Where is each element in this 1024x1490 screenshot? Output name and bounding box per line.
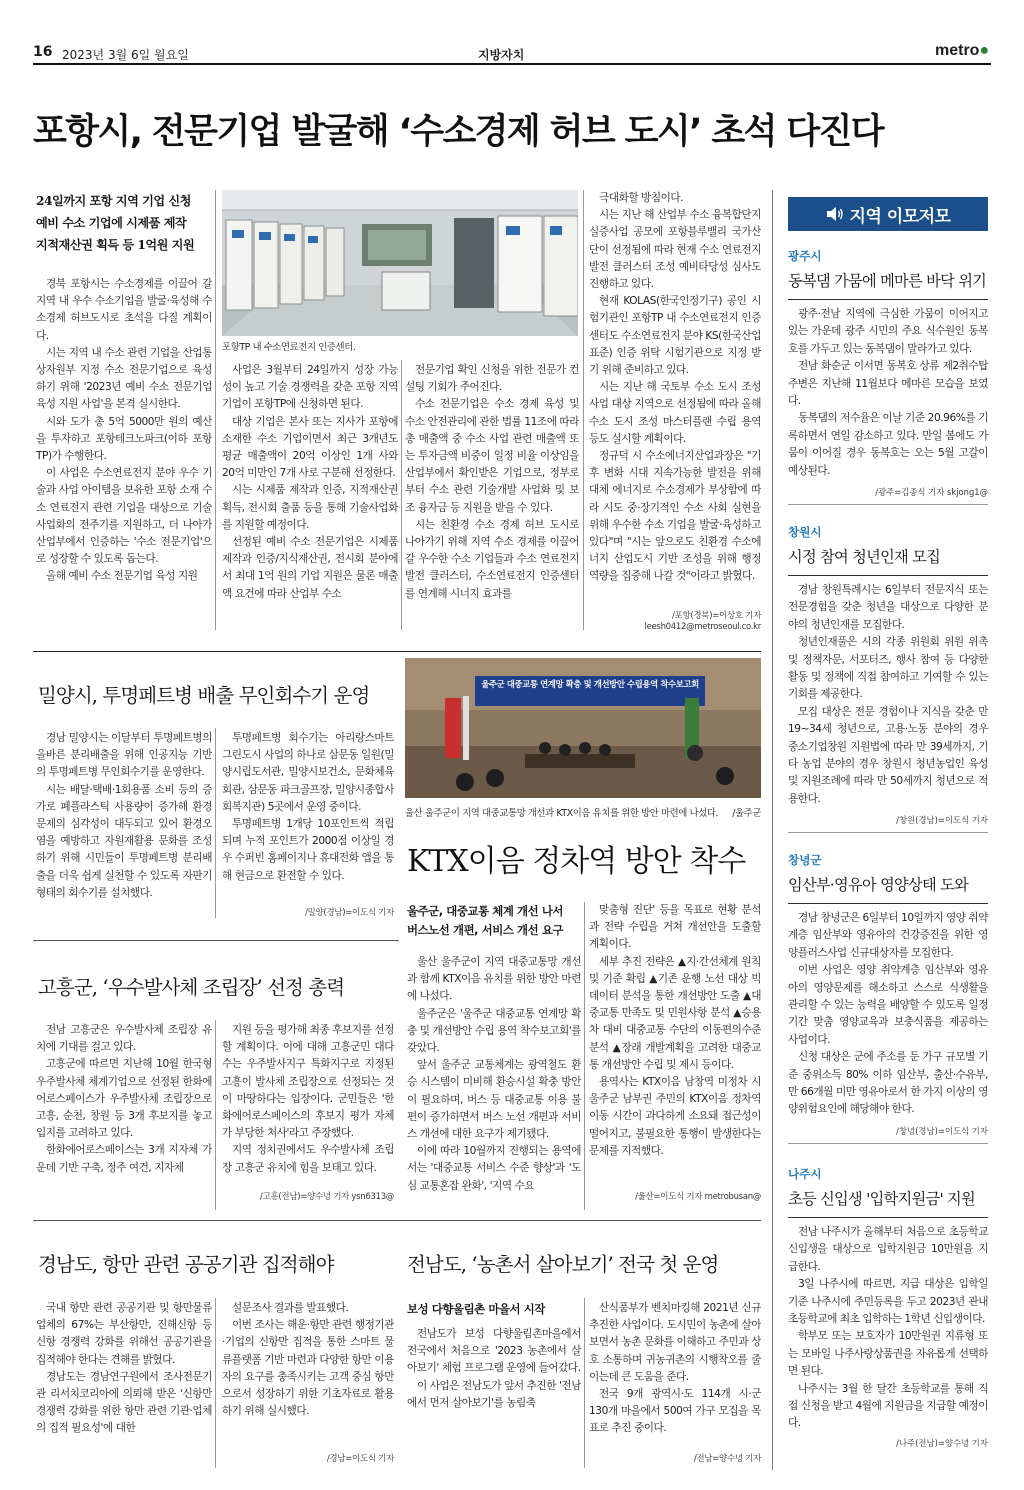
paragraph: 이 사업은 수소연료전지 분야 우수 기술과 사업 아이템을 보유한 포항 소재 수소 연료전지 관련 기업을 대상으로 기술사업화의 전주기를 지원하고, 더 나아가 산업부에서 인증하는 '수소 전문기업'으로 성장할 수 있도록 돕는다. [36,467,212,566]
paragraph: 전남 화순군 이서면 동복호 상류 제2취수탑 주변은 지난해 11월보다 메마른 모습을 보였다. [788,360,988,408]
paragraph: 전국 9개 광역시·도 114개 시·군 130개 마을에서 500여 가구 모집을 목표로 추진 중이다. [589,1388,761,1435]
article-body [788,306,988,480]
paragraph: 시는 친환경 수소 경제 허브 도시로 나아가기 위해 지역 수소 경제를 이끌어갈 우수한 수소 기업들과 수소 연료전지 발전 클러스터, 수소연료전지 인증센터를 연계해 시너지 효과를 [405,518,579,600]
paragraph: 울산 울주군이 지역 대중교통망 개선과 함께 KTX이음 유치를 위한 방안 마련에 나섰다. [407,956,581,1003]
ktx-subhead-1: 울주군, 대중교통 체계 개선 나서 [407,904,564,918]
paragraph: 극대화할 방침이다. [599,192,684,204]
article-byline: /광주=김종식 기자 skjong1@ [788,486,988,505]
ktx-subheads [407,902,583,940]
section-name: 지방자치 [478,48,525,62]
header-rule [33,63,991,65]
main-body-col4 [589,190,761,606]
paragraph: 전남도가 보성 다향울림촌마을에서 전국에서 처음으로 '2023 농촌에서 살아보기' 체험 프로그램 운영에 들어갔다. [407,1328,581,1375]
paragraph: 이 사업은 전남도가 앞서 추진한 '전남에서 먼저 살아보기'를 농림축 [407,1379,581,1409]
paragraph: 대상 기업은 본사 또는 지사가 포항에 소재한 수소 기업이면서 최근 3개년도 평균 매출액이 20억 이상인 1개 사와 20억 미만인 7개 사로 구분해 선정한다. [222,415,398,480]
paragraph: 신청 대상은 군에 주소를 둔 가구 규모별 기준 중위소득 80% 이하 임산부, 출산·수유부, 만 66개월 미만 영유아로서 한 가지 이상의 영양위험요인에 해당해야 한다. [788,1051,988,1116]
paragraph: 설문조사 결과를 발표했다. [232,1302,349,1314]
paragraph: 고흥군에 따르면 지난해 10월 한국형 우주발사체 체계기업으로 선정된 한화에어로스페이스가 우주발사체 조립장으로 고흥, 순천, 창원 등 3개 후보지를 놓고 입지를 고려하고 있다. [36,1058,212,1140]
paragraph: 정규덕 시 수소에너지산업과장은 "기후 변화 시대 지속가능한 발전을 위해 대체 에너지로 수소경제가 부상함에 따라 시도 중·장기적인 수소 사회 실현을 위해 우수한 수소 기업을 발굴·육성하고 있다"며 "시는 앞으로도 친환경 수소에너지 산업도시 기반 조성을 위해 행정 역량을 집중해 나갈 것"이라고 밝혔다. [589,450,761,583]
paragraph: 학부모 또는 보호자가 10만원권 지류형 또는 모바일 나주사랑상품권을 자유롭게 선택하면 된다. [788,1330,988,1378]
jeonnam-headline: 전남도, ‘농촌서 살아보기’ 전국 첫 운영 [407,1253,719,1276]
paragraph: 지역 정치권에서도 우수발사체 조립장 고흥군 유치에 힘을 보태고 있다. [222,1144,394,1174]
ktx-col1 [407,954,581,1208]
issue-date: 2023년 3월 6일 월요일 [62,48,189,62]
paragraph: 동복댐의 저수율은 이날 기준 20.96%를 기록하면서 연일 감소하고 있다. 만일 봄에도 가뭄이 이어질 경우 동복호는 오는 5월 고갈이 예상된다. [788,412,988,477]
paragraph: 맞춤형 진단' 등을 목표로 현황 분석과 전략 수립을 거쳐 개선안을 도출할 계획이다. [589,904,761,951]
paragraph: 선정된 예비 수소 전문기업은 시제품 제작과 인증/지식재산권, 전시회 분야에서 최대 1억 원의 기업 지원은 물론 매출액 요건에 따라 산업부 수소 [222,536,398,600]
ktx-photo-banner: 울주군 대중교통 연계망 확충 및 개선방안 수립용역 착수보고회 [481,679,699,689]
column-rule [584,1298,585,1468]
column-rule [584,902,585,1210]
paragraph: 나주시는 3월 한 달간 초등학교를 통해 직접 신청을 받고 4월에 지원금을 지급할 예정이다. [788,1382,988,1430]
column-rule [583,190,584,630]
paragraph: 한화에어로스페이스는 3개 지자체 가운데 기반 구축, 정주 여건, 지자체 [36,1144,212,1174]
sidebar-divider [772,190,773,1470]
region-label: 나주시 [788,1167,822,1181]
title-rule [788,903,988,904]
article-byline: /창녕(경남)=이도식 기자 [788,1125,988,1144]
article-title: 시정 참여 청년인재 모집 [788,548,941,566]
article-body [788,1224,988,1433]
paragraph: 경남 밀양시는 이달부터 투명페트병의 올바른 분리배출을 위해 인공지능 기반의 투명페트병 무인회수기를 운영한다. [36,732,212,779]
sidebar-article-changnyeong [788,852,988,1144]
sidebar-article-changwon [788,524,988,833]
gyeongnam-byline: /경남=이도식 기자 [326,1454,394,1464]
main-byline: /포항(경북)=이상호 기자 [671,611,761,621]
title-rule [788,575,988,576]
paragraph: 사업은 3월부터 24일까지 성장 가능성이 높고 기술 경쟁력을 갖춘 포항 지역 기업이 포항TP에 신청하면 된다. [222,364,398,411]
paragraph: 용역사는 KTX이음 남창역 미정차 시 울주군 남부권 주민의 KTX이음 정차역 이동 시간이 과다하게 소요돼 접근성이 떨어지고, 불필요한 통행이 발생한다는 문제를 지적했다. [589,1076,761,1157]
section-rule [33,1220,761,1221]
goheung-byline: /고흥(전남)=양수녕 기자 ysn6313@ [260,1192,394,1202]
section-rule [33,651,761,652]
main-body-col2 [222,362,398,628]
paragraph: 울주군은 '울주군 대중교통 연계망 확충 및 개선방안 수립 용역 착수보고회'를 갖았다. [407,1007,581,1055]
region-label: 광주시 [788,249,822,263]
sidebar-title: 지역 이모저모 [849,206,951,227]
metro-logo [935,42,989,60]
article-title: 임산부·영유아 영양상태 도와 [788,876,969,894]
sidebar-title-bar [788,197,988,231]
article-byline: /창원(경남)=이도식 기자 [788,814,988,833]
paragraph: 수소 전문기업은 수소 경제 육성 및 수소 안전관리에 관한 법률 11조에 따라 총 매출액 중 수소 사업 관련 매출액 또는 투자금액 비중이 일정 비율 이상임을 산업부에서 확인받은 기업으로, 정부로부터 수소 관련 기술개발 사업화 및 보조 융자금 등 지원을 받을 수 있다. [405,398,579,514]
column-rule [215,190,216,630]
article-title: 초등 신입생 '입학지원금' 지원 [788,1190,975,1208]
page-number: 16 [33,44,53,60]
ktx-col2 [589,902,761,1184]
paragraph: 경남 창녕군은 6일부터 10일까지 영양 취약계층 임산부와 영유아의 건강증진을 위한 영양플러스사업 신규대상자를 모집한다. [788,912,988,959]
ktx-subhead-2: 버스노선 개편, 서비스 개선 요구 [407,923,564,937]
paragraph: 시와 도가 총 5억 5000만 원의 예산을 투자하고 포항테크노파크(이하 포항TP)가 수행한다. [36,415,212,463]
gyeongnam-col1 [36,1300,212,1470]
main-subheads [36,190,214,256]
column-rule [215,1298,216,1468]
paragraph: 경남도는 경남연구원에서 조사전문기관 리서치코리아에 의뢰해 받은 '신항만 경쟁력 강화를 위한 항만 관련 기관·업체의 집적 필요성'에 대한 [36,1370,212,1435]
article-title: 동복댐 가뭄에 메마른 바닥 위기 [788,272,987,290]
paragraph: 올해 예비 수소 전문기업 육성 지원 [46,570,198,583]
goheung-col1 [36,1022,212,1208]
paragraph: 전남 고흥군은 우수발사체 조립장 유치에 기대를 걸고 있다. [36,1024,212,1054]
gyeongnam-col2 [222,1300,394,1438]
paragraph: 이번 조사는 해운·항만 관련 행정기관·기업의 신항만 집적을 통한 스마트 물류플랫폼 기반 마련과 다양한 항만 이용자의 요구를 충족시키는 고객 중심 항만으로서 성장하기 위한 기초자료로 활용하기 위해 실시했다. [222,1319,394,1418]
paragraph: 전문기업 확인 신청을 위한 전문가 컨설팅 기회가 주어진다. [405,364,579,394]
miryang-byline: /밀양(경남)=이도식 기자 [304,908,394,918]
column-rule [215,728,216,918]
jeonnam-col1 [407,1326,581,1470]
sidebar-article-gwangju [788,248,988,505]
column-rule [401,360,402,630]
paragraph: 국내 항만 관련 공공기관 및 항만물류업체의 67%는 부산항만, 진해신항 등 신항 경쟁력 강화를 위해선 공공기관을 집적해야 한다는 견해를 밝혔다. [36,1302,212,1366]
jeonnam-subhead: 보성 다향울림촌 마을서 시작 [407,1302,545,1316]
gyeongnam-headline: 경남도, 항만 관련 공공기관 집적해야 [38,1253,334,1276]
paragraph: 모집 대상은 전문 경험이나 지식을 갖춘 만 19~34세 청년으로, 고용·노동 분야의 경우 중소기업창원 지원법에 따라 만 39세까지, 기타 농업 분야의 경우 창원시 청년농업인 육성 및 지원조례에 따라 만 50세까지 청년으로 적용한다. [788,705,988,805]
region-label: 창녕군 [788,853,822,867]
paragraph: 이에 따라 10월까지 진행되는 용역에서는 '대중교통 서비스 수준 향상'과 '도심 교통혼잡 완화', '지역 수요 [407,1145,581,1192]
main-headline: 포항시, 전문기업 발굴해 ‘수소경제 허브 도시’ 초석 다진다 [33,112,884,152]
fuel-cell-lab-illustration [222,190,578,336]
goheung-col2 [222,1022,394,1184]
paragraph: 이번 사업은 영양 취약계층 임산부와 영유아의 영양문제를 해소하고 스스로 식생활을 관리할 수 있는 능력을 배양할 수 있도록 일정기간 맞춤 영양교육과 보충식품을 제공하는 사업이다. [788,964,988,1046]
goheung-headline: 고흥군, ‘우수발사체 조립장’ 선정 총력 [38,976,345,999]
ktx-photo-caption: 울산 울주군이 지역 대중교통망 개선과 KTX이음 유치를 위한 방안 마련에 나섰다. [405,808,719,819]
paragraph: 시는 지난 해 국토부 수소 도시 조성사업 대상 지역으로 선정됨에 따라 올해 수소 도시 조성 마스터플랜 수립 용역 등도 실시할 계획이다. [589,381,761,445]
paragraph: 투명페트병 회수기는 아리랑스마트 그린도시 사업의 하나로 삼문동 일원(밀양시립도서관, 밀양시보건소, 문화체육회관, 삼문동 파크골프장, 밀양시종합사회복지관) 5곳에서 운영 중이다. [222,732,394,813]
paragraph: 전남 나주시가 올해부터 처음으로 초등학교 신입생을 대상으로 입학지원금 10만원을 지급한다. [788,1226,988,1273]
ktx-headline: KTX이음 정차역 방안 착수 [407,844,746,879]
main-body-col3 [405,362,579,628]
logo-text: metro [935,42,980,59]
paragraph: 투명페트병 1개당 10포인트씩 적립되며 누적 포인트가 2000점 이상일 경우 수퍼빈 홈페이지나 휴대전화 앱을 통해 현금으로 환전할 수 있다. [222,818,394,882]
paragraph: 경남 창원특례시는 6일부터 전문지식 또는 전문경험을 갖춘 청년을 대상으로 다양한 분야의 청년인재를 모집한다. [788,584,988,631]
paragraph: 앞서 울주군 교통체계는 광역철도 환승 시스템이 미비해 환승시설 확충 방안이 필요하며, 버스 등 대중교통 이용 불편이 증가하면서 버스 노선 개편과 서비스 개선에 대한 요구가 제기됐다. [407,1059,581,1141]
ktx-byline: /울산=이도식 기자 metrobusan@ [635,1192,761,1202]
sidebar-article-naju [788,1166,988,1455]
column-rule [215,1020,216,1210]
main-subhead-1: 24일까지 포항 지역 기업 신청 [36,194,191,208]
title-rule [788,1217,988,1218]
article-body [788,910,988,1119]
paragraph: 광주·전남 지역에 극심한 가뭄이 이어지고 있는 가운데 광주 시민의 주요 식수원인 동복호를 가두고 있는 동복댐이 말라가고 있다. [788,308,988,355]
paragraph: 시는 시제품 제작과 인증, 지적재산권 획득, 전시회 출품 등을 통해 기술사업화를 지원할 예정이다. [222,484,398,531]
miryang-col1 [36,730,212,920]
speaker-icon [826,206,844,222]
main-photo [222,190,578,336]
paragraph: 경북 포항시는 수소경제를 이끌어 갈 지역 내 우수 수소기업을 발굴·육성해 수소경제 허브도시로 초석을 다질 계획이다. [36,278,212,342]
jeonnam-byline: /전남=양수녕 기자 [693,1454,761,1464]
paragraph: 세부 추진 전략은 ▲지·간선체계 원칙 및 기준 확립 ▲기존 운행 노선 대상 빅데이터 분석을 통한 개선방안 도출 ▲대중교통 만족도 및 민원사항 분석 ▲승용차 대비 대중교통 수단의 이동편의수준 분석 ▲장래 개발계획을 고려한 대중교통 개선방안 수립 및 제시 등이다. [589,955,761,1071]
main-subhead-3: 지적재산권 획득 등 1억원 지원 [36,238,195,252]
paragraph: 청년인재풀은 시의 각종 위원회 위원 위촉 및 정책자문, 서포터즈, 행사 참여 등 다양한 활동 및 정책에 직접 참여하고 기여할 수 있는 기회를 제공한다. [788,636,988,701]
main-email: leesh0412@metroseoul.co.kr [644,622,761,632]
main-body-col1 [36,276,212,628]
paragraph: 시는 지역 내 수소 관련 기업을 산업통상자원부 지정 수소 전문기업으로 육성하기 위해 '2023년 예비 수소 전문기업 육성 지원 사업'을 본격 실시한다. [36,346,212,411]
paragraph: 시는 배달·택배·1회용품 소비 등의 증가로 폐플라스틱 사용량이 증가해 환경문제의 심각성이 대두되고 있어 환경오염을 예방하고 자원재활용 문화를 조성하기 위해 시민들이 투명페트병 분리배출을 더욱 쉽게 실천할 수 있도록 자판기 형태의 회수기를 설치했다. [36,783,212,899]
ktx-photo-credit: /울주군 [732,808,761,819]
title-rule [788,299,988,300]
paragraph: 현재 KOLAS(한국인정기구) 공인 시험기관인 포항TP 내 수소연료전지 인증센터도 수소연료전지 분야 KS(한국산업표준) 인증 위탁 시험기관으로 지정 받기 위해 준비하고 있다. [589,295,761,377]
article-body [788,582,988,808]
paragraph: 3일 나주시에 따르면, 지급 대상은 입학일 기준 나주시에 주민등록을 두고 2023년 관내 초등학교에 최초 입학하는 1학년 신입생이다. [788,1278,988,1326]
section-rule [33,940,399,941]
miryang-col2 [222,730,394,894]
miryang-headline: 밀양시, 투명페트병 배출 무인회수기 운영 [38,684,370,707]
paragraph: 시는 지난 해 산업부 수소 융복합단지 실증사업 공모에 포항블루밸리 국가산단이 선정됨에 따라 현재 수소 연료전지 발전 클러스터 조성 예비타당성 심사도 진행하고 있다. [589,209,761,291]
paragraph: 지원 등을 평가해 최종 후보지를 선정할 계획이다. 이에 대해 고흥군민 대다수는 우주발사지구 특화지구로 지정된 고흥이 발사체 조립장으로 선정되는 것이 마땅하다는 입장이다. 군민들은 '한화에어로스페이스의 후보지 평가 자체가 부당한 처사'라고 주장했다. [222,1024,394,1140]
region-label: 창원시 [788,525,822,539]
main-photo-caption: 포항TP 내 수소연료전지 인증센터. [222,342,356,353]
article-byline: /나주(전남)=양수녕 기자 [896,1437,988,1448]
main-subhead-2: 예비 수소 기업에 시제품 제작 [36,216,187,230]
jeonnam-col2 [589,1300,761,1438]
logo-dot-icon: ● [979,42,990,59]
paragraph: 산식품부가 벤치마킹해 2021년 신규 추진한 사업이다. 도시민이 농촌에 살아보면서 농촌 문화를 이해하고 주민과 상호 소통하며 귀농귀촌의 시행착오를 줄이는데 큰 도움을 준다. [589,1302,761,1383]
